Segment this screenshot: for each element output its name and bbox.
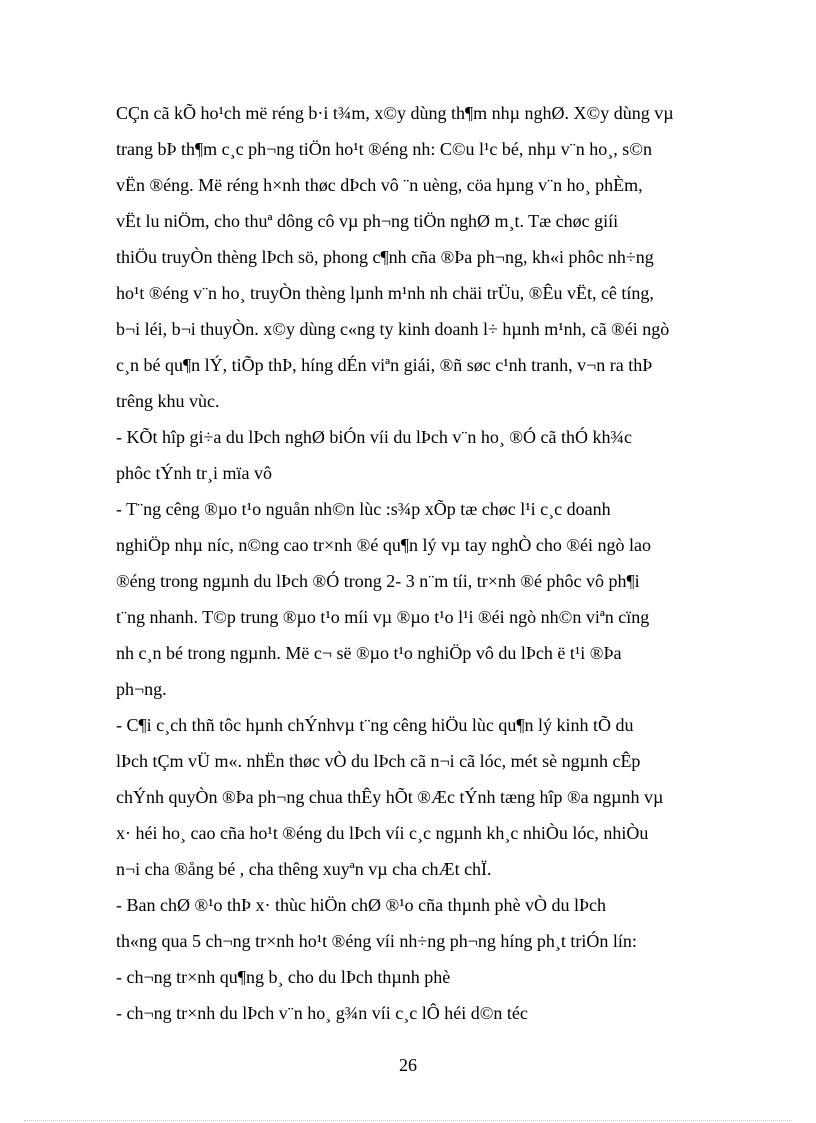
text-line-10: - KÕt hîp gi÷a du lÞch nghØ biÓn víi du lÞch v¨n ho¸ ®Ó cã thÓ kh¾c (116, 427, 632, 447)
text-line-7: b¬i léi, b¬i thuyÒn. x©y dùng c«ng ty kinh doanh l÷ hµnh m¹nh, cã ®éi ngò (116, 319, 670, 339)
text-line-26: - ch¬ng tr×nh du lÞch v¨n ho¸ g¾n víi c¸c lÔ héi d©n téc (116, 1003, 528, 1023)
text-line-17: ph¬ng. (116, 679, 167, 699)
text-line-14: ®éng trong ngµnh du lÞch ®Ó trong 2- 3 n¨m tíi, tr×nh ®é phôc vô ph¶i (116, 571, 640, 591)
text-line-13: nghiÖp nhµ níc, n©ng cao tr×nh ®é qu¶n lý vµ tay nghÒ cho ®éi ngò lao (116, 535, 651, 555)
text-line-5: thiÖu truyÒn thèng lÞch sö, phong c¶nh cña ®Þa ph¬ng, kh«i phôc nh÷ng (116, 247, 654, 267)
text-line-21: x· héi ho¸ cao cña ho¹t ®éng du lÞch víi c¸c ngµnh kh¸c nhiÒu lóc, nhiÒu (116, 823, 649, 843)
text-line-22: n¬i cha ®ång bé , cha thêng xuyªn vµ cha chÆt chÏ. (116, 859, 492, 879)
text-line-9: trêng khu vùc. (116, 391, 220, 411)
text-line-25: - ch¬ng tr×nh qu¶ng b¸ cho du lÞch thµnh phè (116, 967, 451, 987)
text-line-24: th«ng qua 5 ch¬ng tr×nh ho¹t ®éng víi nh÷ng ph¬ng híng ph¸t triÓn lín: (116, 931, 637, 951)
text-line-20: chÝnh quyÒn ®Þa ph¬ng chua thÊy hÕt ®Æc tÝnh tæng hîp ®a ngµnh vµ (116, 787, 664, 807)
text-line-23: - Ban chØ ®¹o thÞ x· thùc hiÖn chØ ®¹o cña thµnh phè vÒ du lÞch (116, 895, 606, 915)
text-line-16: nh c¸n bé trong ngµnh. Më c¬ së ®µo t¹o nghiÖp vô du lÞch ë t¹i ®Þa (116, 643, 622, 663)
text-line-12: - T¨ng cêng ®µo t¹o nguån nh©n lùc :s¾p xÕp tæ chøc l¹i c¸c doanh (116, 499, 611, 519)
text-line-6: ho¹t ®éng v¨n ho¸ truyÒn thèng lµnh m¹nh nh chäi trÜu, ®Êu vËt, cê tíng, (116, 283, 654, 303)
text-line-15: t¨ng nhanh. T©p trung ®µo t¹o míi vµ ®µo t¹o l¹i ®éi ngò nh©n viªn cïng (116, 607, 650, 627)
text-line-18: - C¶i c¸ch thñ tôc hµnh chÝnhvµ t¨ng cêng hiÖu lùc qu¶n lý kinh tÕ du (116, 715, 634, 735)
page-number: 26 (399, 1055, 417, 1075)
text-line-11: phôc tÝnh tr¸i mïa vô (116, 463, 272, 483)
text-line-4: vËt lu niÖm, cho thuª dông cô vµ ph¬ng tiÖn nghØ m¸t. Tæ chøc giíi (116, 211, 619, 231)
text-line-8: c¸n bé qu¶n lÝ, tiÕp thÞ, híng dÉn viªn giái, ®ñ søc c¹nh tranh, v¬n ra thÞ (116, 355, 653, 375)
text-line-3: vËn ®éng. Më réng h×nh thøc dÞch vô ¨n uèng, cöa hµng v¨n ho¸ phÈm, (116, 175, 643, 195)
text-line-2: trang bÞ th¶m c¸c ph¬ng tiÖn ho¹t ®éng nh: C©u l¹c bé, nhµ v¨n ho¸, s©n (116, 139, 652, 159)
page-bottom-rule (24, 1120, 792, 1121)
text-line-1: CÇn cã kÕ ho¹ch më réng b·i t¾m, x©y dùng th¶m nhµ nghØ. X©y dùng vµ (116, 103, 674, 123)
text-line-19: lÞch tÇm vÜ m«. nhËn thøc vÒ du lÞch cã n¬i cã lóc, mét sè ngµnh cÊp (116, 751, 641, 771)
